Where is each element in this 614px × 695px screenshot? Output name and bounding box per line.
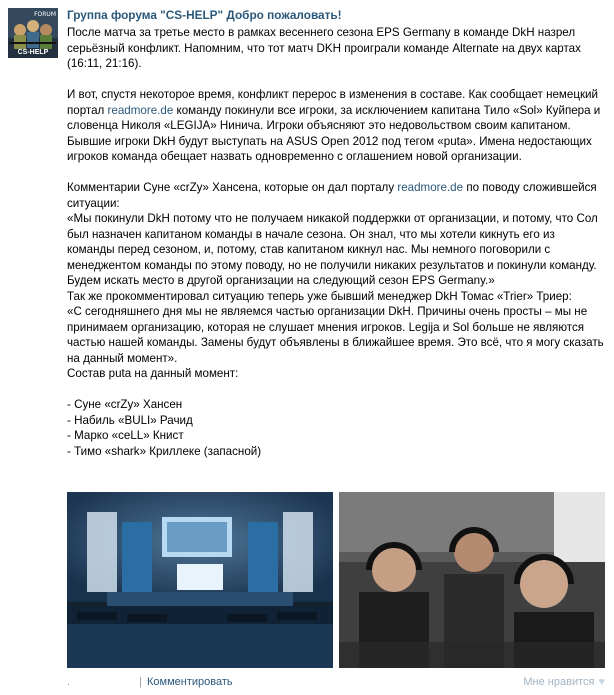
comment-link[interactable]: Комментировать	[147, 676, 233, 688]
avatar-badge: FORUM	[34, 11, 56, 18]
paragraph-changes-end: команду покинули все игроки, за исключением капитана Тило «Sol» Куйпера и словенца Николя «LEGIJA» Нинича. Игроки объясняют это недовольством своим капитаном.	[67, 103, 604, 132]
paragraph-gap	[67, 382, 605, 398]
roster-item: - Марко «ceLL» Книст	[67, 429, 184, 442]
avatar-caption: CS-HELP	[17, 49, 49, 56]
paragraph-changes-start: И вот, спустя некоторое время, конфликт перерос в изменения в составе. Как сообщает немецкий портал	[67, 88, 602, 117]
paragraph-gap	[67, 165, 605, 181]
paragraph-gap	[67, 72, 605, 88]
roster-item: - Тимо «shark» Криллеке (запасной)	[67, 444, 262, 458]
readmore-link[interactable]: readmore.de	[107, 103, 174, 117]
quote-crzy: «Мы покинули DkH потому что не получаем никакой поддержки от организации, и потому, что Сол был назначен капитаном команды в начале сезона. Он знал, что мы хотели кикнуть его из команды перед сезоном, и, потому, став капитаном кикнул нас. Мы немного поговорили с менеджентом команды по этому поводу, но не получили никаких результатов и покинули команду. Будем искать место в другой организации на следующий сезон EPS Germany.»	[67, 212, 602, 287]
paragraph-comments-end: по поводу сложившейся ситуации:	[67, 181, 600, 210]
paragraph-asus-open: Бывшие игроки DkH будут выступать на ASUS Open 2012 под тегом «puta». Имена недостающих игроков команда обещает назвать одновременно с оглашением новой организации.	[67, 134, 595, 163]
footer-separator: |	[139, 676, 142, 688]
photo-players[interactable]	[339, 492, 605, 668]
paragraph-manager: Так же прокомментировал ситуацию теперь уже бывший менеджер DkH Томас «Trier» Триер:	[67, 289, 572, 303]
arena-photo-image	[67, 492, 333, 668]
roster-item: - Суне «crZy» Хансен	[67, 398, 183, 411]
paragraph-changes	[67, 87, 605, 134]
photo-arena[interactable]	[67, 492, 333, 668]
quote-trier: «С сегодняшнего дня мы не являемся частью организации DkH. Причины очень просты – мы не принимаем организацию, которая не слушает мнения игроков. Legija и Sol больше не являются частью нашей команды. Замены будут объявлены в ближайшее время. Это всё, что я могу сказать на данный момент».	[67, 305, 607, 365]
post-body	[67, 8, 605, 459]
group-avatar[interactable]	[8, 8, 58, 58]
post-date[interactable]: .	[67, 676, 71, 688]
roster-item: - Набиль «BULI» Рачид	[67, 413, 193, 427]
paragraph-comments-start: Комментарии Суне «crZy» Хансена, которые он дал порталу	[67, 181, 398, 194]
roster-title: Состав puta на данный момент:	[67, 367, 239, 380]
like-button[interactable]	[523, 674, 605, 690]
paragraph-comments-intro	[67, 180, 605, 211]
players-photo-image	[339, 492, 605, 668]
like-label: Мне нравится	[523, 676, 595, 688]
readmore-link-2[interactable]: readmore.de	[397, 181, 464, 194]
post-title[interactable]: Группа форума "CS-HELP" Добро пожаловать!	[67, 8, 342, 22]
post-photos	[67, 492, 605, 668]
heart-icon: ♥	[598, 676, 605, 688]
post-footer	[67, 674, 605, 690]
paragraph-intro: После матча за третье место в рамках весеннего сезона EPS Germany в команде DkH назрел серьёзный конфликт. Напомним, что тот матч DKH проиграли команде Alternate на двух картах (16:11, 21:16).	[67, 26, 585, 70]
